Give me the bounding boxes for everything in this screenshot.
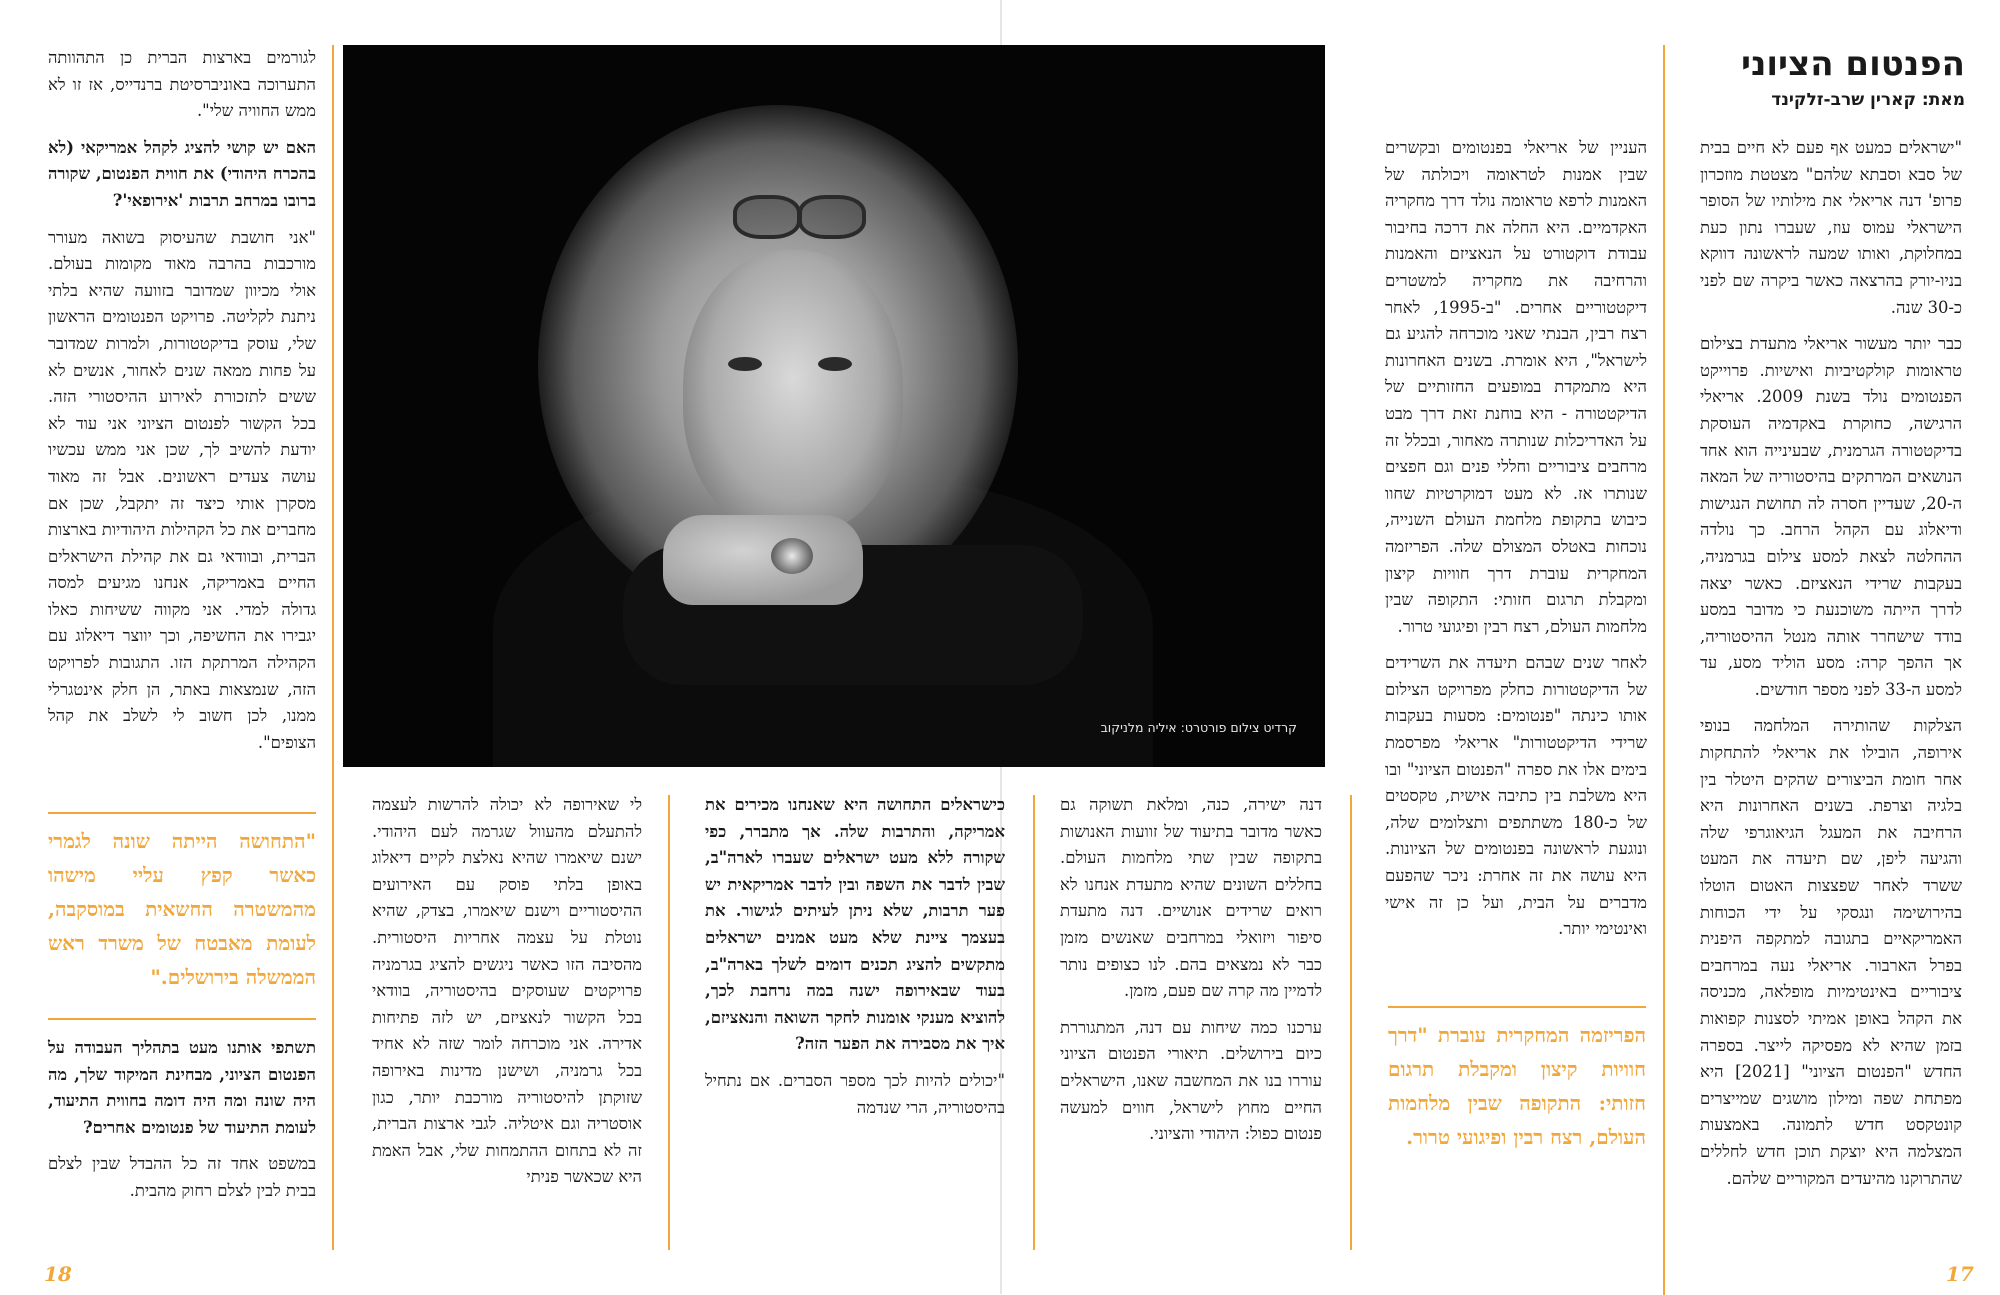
column-divider <box>668 795 670 1250</box>
paragraph: ערכנו כמה שיחות עם דנה, המתגוררת כיום בירושלים. תיאורי הפנטום הציוני עוררו בנו את המחשבה שאנו, הישראלים החיים מחוץ לישראל, חווים למעשה פנטום כפול: היהודי והציוני. <box>1060 1017 1322 1144</box>
interview-question: תשתפי אותנו מעט בתהליך העבודה על הפנטום הציוני, מבחינת המיקוד שלך, מה היה שונה ומה היה דומה בחווית התיעוד, לעומת התיעוד של פנטומים אחרים? <box>48 1038 316 1137</box>
photo-credit: קרדיט צילום פורטרט: איליה מלניקוב <box>1100 720 1297 735</box>
left-column-b <box>705 792 1005 1131</box>
paragraph: "ישראלים כמעט אף פעם לא חיים בבית של סבא וסבתא שלהם" מצטטת מוזכרון פרופ' דנה אריאלי את מילותיו של הסופר הישראלי עמוס עוז, שעברו נתון כעת במחלוקת, ואותו שמעה לראשונה דווקא בניו-יורק בהרצאה כאשר ביקרה שם לפני כ-30 שנה. <box>1700 138 1962 317</box>
pull-quote-top-rule <box>1388 1006 1646 1008</box>
paragraph: במשפט אחד זה כל ההבדל שבין לצלם בבית לבין לצלם רחוק מהבית. <box>48 1154 316 1200</box>
left-pull-quote: "התחושה הייתה שונה לגמרי כאשר קפץ עליי מישהו מהמשטרה החשאית במוסקבה, לעומת מאבטח של משרד ראש הממשלה בירושלים." <box>48 829 316 989</box>
article-byline: מאת: קארין שרב-זלקינד <box>1771 90 1965 110</box>
right-pull-quote: הפריזמה המחקרית עוברת "דרך חוויות קיצון ומקבלת תרגום חזותי: התקופה שבין מלחמות העולם, רצח רבין ופיגועי טרור. <box>1388 1023 1646 1149</box>
page-number-left: 18 <box>44 1262 72 1286</box>
right-column-2 <box>1385 135 1647 953</box>
left-column-d <box>48 45 316 766</box>
portrait-photo <box>343 45 1325 767</box>
glasses-icon <box>798 195 866 239</box>
column-divider <box>332 45 334 1250</box>
column-divider <box>1350 795 1352 1250</box>
photo-face <box>683 250 903 535</box>
left-column-a <box>1060 792 1322 1158</box>
glasses-icon <box>733 195 801 239</box>
paragraph: לי שאירופה לא יכולה להרשות לעצמה להתעלם מהעוול שגרמה לעם היהודי. ישנם שיאמרו שהיא נאלצת לקיים דיאלוג באופן בלתי פוסק עם האירועים ההיסטוריים וישנם שיאמרו, בצדק, שהיא נוטלת על עצמה אחריות היסטורית. מהסיבה הזו כאשר ניגשים להציג בגרמניה פרויקטים שעוסקים בהיסטוריה, בוודאי בכל הקשור לנאציזם, יש לזה פתיחות אדירה. אני מוכרחה לומר שזה לא אחיד בכל גרמניה, ושישנן מדינות באירופה שזוקתן להיסטוריה מורכבת יותר, כגון אוסטריה וגם איטליה. לגבי ארצות הברית, זה לא בתחום ההתמחות שלי, אבל האמת היא שכאשר פניתי <box>372 795 642 1187</box>
right-column-1 <box>1700 135 1962 1202</box>
photo-hand <box>663 515 863 605</box>
page-number-right: 17 <box>1946 1262 1974 1286</box>
article-title: הפנטום הציוני <box>1740 44 1965 84</box>
column-divider <box>1033 795 1035 1250</box>
paragraph: "אני חושבת שהעיסוק בשואה מעורר מורכבות בהרבה מאוד מקומות בעולם. אולי מכיוון שמדובר בזוועה שהיא בלתי ניתנת לקליטה. פרויקט הפנטומים הראשון שלי, עוסק בדיקטטורות, ולמרות שמדובר על פחות ממאה שנים לאחור, אנשים לא ששים לתזכורת לאירוע ההיסטורי הזה. בכל הקשור לפנטום הציוני אני עוד לא יודעת להשיב לך, שכן אני ממש עכשיו עושה צעדים ראשונים. אבל זה מאוד מסקרן אותי כיצד זה יתקבל, שכן אם מחברים את כל הקהילות היהודיות בארצות הברית, ובוודאי גם את קהילת הישראלים החיים באמריקה, אנחנו מגיעים למסה גדולה למדי. אני מקווה ששיחות כאלו יגבירו את החשיפה, וכך יווצר דיאלוג עם הקהילה המרתקת הזו. התגובות לפרויקט הזה, שנמצאות באתר, הן חלק אינטגרלי ממנו, לכן חשוב לי לשלב את קהל הצופים". <box>48 227 316 752</box>
interview-question: האם יש קושי להציג לקהל אמריקאי (לא בהכרח היהודי) את חווית הפנטום, שקורה ברובו במרחב תרבות 'אירופאי'? <box>48 137 316 210</box>
photo-eye-left <box>728 357 762 371</box>
column-divider <box>1663 45 1665 1295</box>
paragraph: "יכולים להיות לכך מספר הסברים. אם נתחיל בהיסטוריה, הרי שנדמה <box>705 1070 1005 1117</box>
left-column-c <box>372 792 642 1201</box>
pull-quote-top-rule <box>48 812 316 814</box>
ring-icon <box>771 538 813 574</box>
paragraph: לאחר שנים שבהם תיעדה את השרידים של הדיקטטורות כחלק מפרויקט הצילום אותו כינתה "פנטומים: מסעות בעקבות שרידי הדיקטטורות" אריאלי מפרסמת בימים אלו את ספרה "הפנטום הציוני" ובו היא משלבת בין כתיבה אישית, טקסטים של כ-180 משתתפים ותצלומים שלה, ונוגעת לראשונה בפנטומים של הציונות. היא עושה את זה אחרת: ניכר שהפעם מדברים על הבית, ועל כן זה אישי ואינטימי יותר. <box>1385 653 1647 939</box>
pull-quote-bottom-rule <box>48 1018 316 1020</box>
paragraph: לגורמים בארצות הברית כן התהוותה התערוכה באוניברסיטת ברנדייס, אז זו לא ממש החוויה שלי". <box>48 48 316 121</box>
paragraph: הצלקות שהותירה המלחמה בנופי אירופה, הובילו את אריאלי להתחקות אחר חומת הביצורים שהקים היטלר בין בלגיה וצרפת. בשנים האחרונות היא הרחיבה את המעגל הגיאוגרפי שלה והגיעה ליפן, שם תיעדה את המעט ששרד לאחר שפצצות האטום הוטלו בהירושימה ונגסקי על ידי הכוחות האמריקאיים בתגובה למתקפה היפנית בפרל הארבור. אריאלי נעה במרחבים ציבוריים באינטימיות מופלאה, מכניסה את הקהל באופן אמיתי לסצנות קפואות בזמן שהיא לא מפסיקה לייצר. בספרה החדש "הפנטום הציוני" [2021] היא מפתחת שפה ומילון מושגים שמייצרים קונטקסט חדש לתמונה. באמצעות המצלמה היא יוצקת תוכן חדש לחללים שהתרוקנו מהיעדים המקוריים שלהם. <box>1700 716 1962 1188</box>
paragraph: דנה ישירה, כנה, ומלאת תשוקה גם כאשר מדובר בתיעוד של זוועות האנושות בתקופה שבין שתי מלחמות העולם. בחללים השונים שהיא מתעדת אנחנו לא רואים שרידים אנושיים. דנה מתעדת סיפור ויזואלי במרחבים שאנשים מזמן כבר לא נמצאים בהם. לנו כצופים נותר לדמיין מה קרה שם פעם, מזמן. <box>1060 795 1322 1001</box>
paragraph: העניין של אריאלי בפנטומים ובקשרים שבין אמנות לטראומה ויכולתה של האמנות לרפא טראומה נולד דרך מחקריה האקדמיים. היא החלה את דרכה בחיבור עבודת דוקטורט על הנאציזם והאמנות והרחיבה את מחקריה למשטרים דיקטטוריים אחרים. "ב-1995, לאחר רצח רבין, הבנתי שאני מוכרחה להגיע גם לישראל", היא אומרת. בשנים האחרונות היא מתמקדת במופעים החזותיים של הדיקטטורה - היא בוחנת זאת דרך מבט על האדריכלות שנותרה מאחור, ובכלל זה מרחבים ציבוריים וחללי פנים וגם חפצים שנותרו אז. לא מעט דמוקרטיות שחוו כיבוש בתקופת מלחמת העולם השנייה, נוכחות באטלס המצולם שלה. הפריזמה המחקרית עוברת דרך חוויות קיצון ומקבלת תרגום חזותי: התקופה שבין מלחמות העולם, רצח רבין ופיגועי טרור. <box>1385 138 1647 636</box>
photo-eye-right <box>818 357 852 371</box>
interview-question: כישראלים התחושה היא שאנחנו מכירים את אמריקה, והתרבות שלה. אך מתברר, כפי שקורה ללא מעט ישראלים שעברו לארה"ב, שבין לדבר את השפה ובין לדבר אמריקאית יש פער תרבות, שלא ניתן לעיתים לגישור. את בעצמך ציינת שלא מעט אמנים ישראלים מתקשים להציג תכנים דומים לשלך בארה"ב, בעוד שבאירופה ישנה במה נרחבת לכך, להוציא מענקי אומנות לחקר השואה והנאציזם, איך את מסבירה את הפער הזה? <box>705 795 1005 1054</box>
left-column-d-lower <box>48 1035 316 1215</box>
paragraph: כבר יותר מעשור אריאלי מתעדת בצילום טראומות קולקטיביות ואישיות. פרוייקט הפנטומים נולד בשנת 2009. אריאלי הרגישה, כחוקרת באקדמיה העוסקת בדיקטטורה הגרמנית, שבעינייה הוא אחד הנושאים המרתקים בהיסטוריה של המאה ה-20, שעדיין חסרה לה תחושת הנגישות ודיאלוג עם הקהל הרחב. כך נולדה ההחלטה לצאת למסע צילום בגרמניה, בעקבות שרידי הנאציזם. כאשר יצאה לדרך הייתה משוכנעת כי מדובר במסע בודד שישחרר אותה מנטל ההיסטוריה, אך ההפך קרה: מסע הוליד מסע, עד למסע ה-33 לפני מספר חודשים. <box>1700 334 1963 699</box>
